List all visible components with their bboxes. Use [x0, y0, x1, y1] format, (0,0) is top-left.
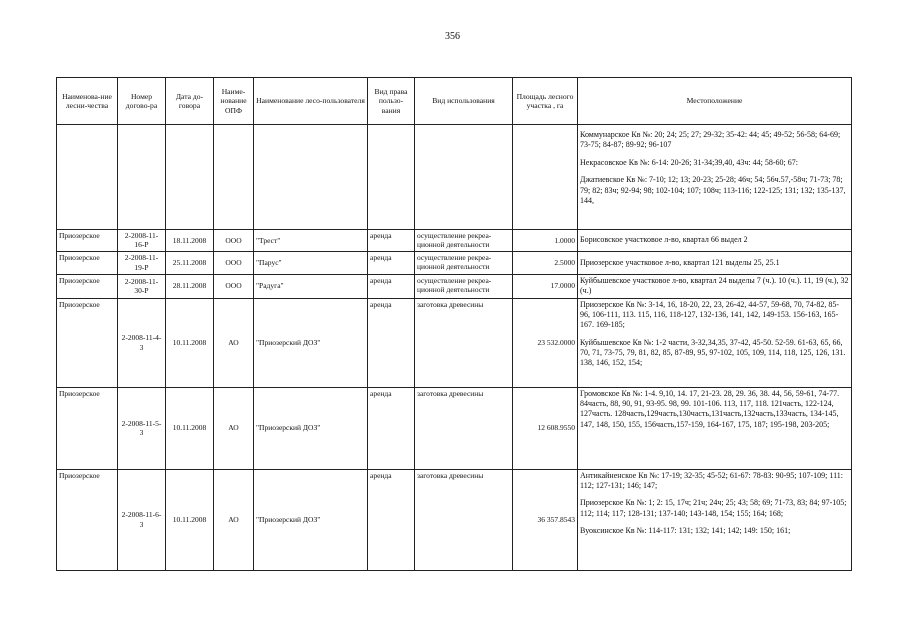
table-header-row	[57, 78, 852, 125]
table-row	[57, 274, 852, 298]
cell-right-type: аренда	[368, 274, 415, 298]
cell-forestry: Приозерское	[57, 251, 118, 274]
table-row	[57, 469, 852, 570]
cell-forest-user: "Трест"	[254, 230, 368, 252]
header-location: Местоположение	[578, 78, 852, 125]
cell-contract-date: 10.11.2008	[166, 298, 214, 387]
location-text: Коммунарское Кв №: 20; 24; 25; 27; 29-32; 35-42: 44; 45; 49-52; 56-58; 64-69; 73-75; 84-87; 89-92; 96-107	[580, 130, 841, 150]
cell-forest-user: "Радуга"	[254, 274, 368, 298]
cell-opf: ООО	[214, 274, 254, 298]
cell-forest-user: "Приозерский ДОЗ"	[254, 298, 368, 387]
cell-contract-date: 10.11.2008	[166, 469, 214, 570]
cell-forestry: Приозерское	[57, 230, 118, 252]
cell-area: 12 608.9550	[513, 387, 578, 469]
header-use-type: Вид использования	[415, 78, 513, 125]
cell-contract-date: 18.11.2008	[166, 230, 214, 252]
location-text: Вуоксинское Кв №: 114-117: 131; 132; 141; 142; 149: 150; 161;	[580, 526, 791, 536]
cell-location	[578, 387, 852, 469]
cell-opf: ООО	[214, 230, 254, 252]
table-row	[57, 387, 852, 469]
cell-area: 36 357.8543	[513, 469, 578, 570]
cell-use-type: заготовка древесины	[415, 387, 513, 469]
cell-use-type: заготовка древесины	[415, 469, 513, 570]
lease-contracts-table	[56, 77, 852, 571]
cell-contract-number: 2-2008-11-19-Р	[118, 251, 166, 274]
cell-location	[578, 251, 852, 274]
cell-opf: АО	[214, 298, 254, 387]
cell-forestry: Приозерское	[57, 274, 118, 298]
cell-location	[578, 230, 852, 252]
page-number: 356	[445, 31, 460, 42]
cell-use-type: заготовка древесины	[415, 298, 513, 387]
cell-forest-user: "Приозерский ДОЗ"	[254, 387, 368, 469]
location-text: Некрасовское Кв №: 6-14: 20-26; 31-34;39,40, 43ч: 44; 58-60; 67:	[580, 157, 798, 167]
cell-area: 17.0000	[513, 274, 578, 298]
cell-contract-number: 2-2008-11-4-3	[118, 298, 166, 387]
header-contract-number: Номер догово-ра	[118, 78, 166, 125]
cell-forestry: Приозерское	[57, 387, 118, 469]
cell-forest-user: "Парус"	[254, 251, 368, 274]
table-row-continuation	[57, 125, 852, 230]
cell-contract-number: 2-2008-11-30-Р	[118, 274, 166, 298]
header-forestry: Наименова-ние лесни-чества	[57, 78, 118, 125]
location-text: Куйбышевское участковое л-во, квартал 24 выделы 7 (ч.). 10 (ч.). 11, 19 (ч.), 32 (ч.)	[580, 275, 849, 296]
cell-location	[578, 274, 852, 298]
location-text: Борисовское участковое л-во, квартал 66 выдел 2	[580, 235, 748, 245]
cell-area: 2.5000	[513, 251, 578, 274]
cell-contract-number: 2-2008-11-5-3	[118, 387, 166, 469]
cell-area: 23 532.0000	[513, 298, 578, 387]
cell-contract-date: 28.11.2008	[166, 274, 214, 298]
cell-right-type: аренда	[368, 230, 415, 252]
cell-contract-number: 2-2008-11-16-Р	[118, 230, 166, 252]
cell-location	[578, 298, 852, 387]
cell-right-type: аренда	[368, 469, 415, 570]
cell-location	[578, 469, 852, 570]
table-row	[57, 230, 852, 252]
location-text: Куйбышевское Кв №: 1-2 части, 3-32,34,35, 37-42, 45-50. 52-59. 61-63, 65, 66, 70, 71, 73-75, 79, 81, 82, 85, 87-89, 95, 97-102, 105, 109, 114, 118, 125, 126, 131. 138, 146, 152, 154;	[580, 337, 846, 368]
cell-forest-user: "Приозерский ДОЗ"	[254, 469, 368, 570]
header-opf: Наиме-нование ОПФ	[214, 78, 254, 125]
cell-location	[578, 125, 852, 230]
cell-opf: АО	[214, 387, 254, 469]
location-text: Приозерское участковое л-во, квартал 121 выделы 25, 25.1	[580, 257, 780, 267]
cell-use-type: осуществление рекреа-ционной деятельности	[415, 251, 513, 274]
cell-forestry: Приозерское	[57, 298, 118, 387]
location-text: Приозерское Кв №: 3-14, 16, 18-20, 22, 23, 26-42, 44-57, 59-68, 70, 74-82, 85-96, 106-111, 113. 115, 116, 118-127, 132-136, 141, 142, 149-153. 156-163, 165-167. 169-185;	[580, 299, 840, 330]
cell-area: 1.0000	[513, 230, 578, 252]
location-text: Джатиевское Кв №: 7-10; 12; 13; 20-23; 25-28; 46ч; 54; 56ч.57,-58ч; 71-73; 78; 79; 82; 83ч; 92-94; 98; 102-104; 107; 108ч; 113-116; 122-125; 131; 132; 135-137, 144,	[580, 175, 846, 205]
cell-use-type: осуществление рекреа-ционной деятельности	[415, 274, 513, 298]
header-forest-user: Наименование лесо-пользователя	[254, 78, 368, 125]
header-contract-date: Дата до-говора	[166, 78, 214, 125]
location-text: Приозерское Кв №: 1; 2: 15, 17ч; 21ч; 24ч; 25; 43; 58; 69; 71-73, 83; 84; 97-105; 112; 114; 117; 128-131; 137-140; 143-148, 154; 155; 164; 168;	[580, 498, 847, 518]
cell-opf: АО	[214, 469, 254, 570]
cell-forestry: Приозерское	[57, 469, 118, 570]
cell-opf: ООО	[214, 251, 254, 274]
cell-use-type: осуществление рекреа-ционной деятельности	[415, 230, 513, 252]
cell-contract-date: 25.11.2008	[166, 251, 214, 274]
cell-right-type: аренда	[368, 387, 415, 469]
cell-contract-number: 2-2008-11-6-3	[118, 469, 166, 570]
header-area: Площадь лесного участка , га	[513, 78, 578, 125]
table-row	[57, 298, 852, 387]
cell-contract-date: 10.11.2008	[166, 387, 214, 469]
location-text: Антикайненское Кв №: 17-19; 32-35; 45-52; 61-67: 78-83: 90-95; 107-109; 111: 112; 127-131; 146; 147;	[580, 470, 844, 490]
header-right-type: Вид права пользо-вания	[368, 78, 415, 125]
location-text: Громовское Кв №: 1-4. 9,10, 14. 17, 21-23. 28, 29. 36, 38. 44, 56, 59-61, 74-77. 84часть, 88, 90, 91, 93-95. 98, 99. 101-106. 113, 117, 118. 121часть, 122-124, 127часть. 128часть,129часть,130часть,131часть,132часть,133часть, 134-145, 147, 148, 150, 155, 156часть,157-159, 164-167, 175, 187; 195-198, 203-205;	[580, 388, 840, 429]
table-row	[57, 251, 852, 274]
cell-right-type: аренда	[368, 298, 415, 387]
cell-right-type: аренда	[368, 251, 415, 274]
